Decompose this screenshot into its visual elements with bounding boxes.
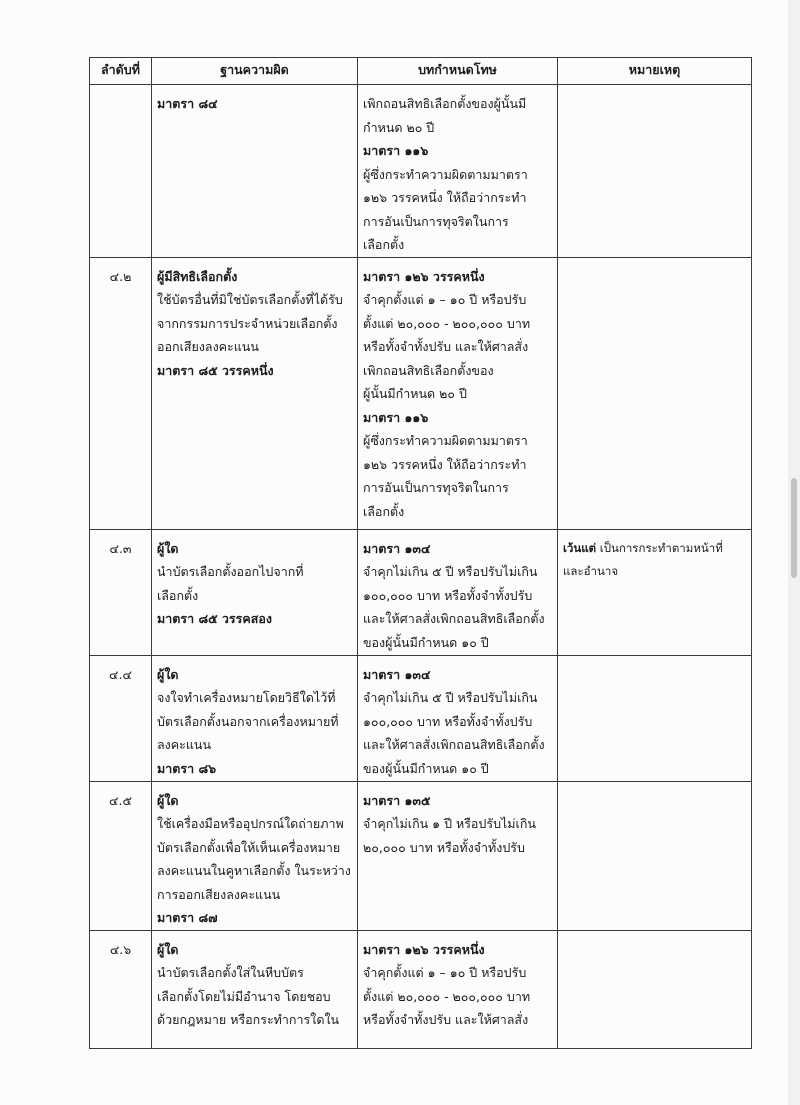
offense-line: ออกเสียงลงคะแนน: [157, 339, 259, 354]
table-row: [90, 781, 752, 930]
row-number: [95, 85, 146, 92]
penalty-line: มาตรา ๑๓๔: [363, 666, 431, 682]
penalty-line: จำคุกไม่เกิน ๕ ปี หรือปรับไม่เกิน: [363, 564, 538, 579]
offense-line: ผู้ใด: [157, 666, 179, 682]
penalty-line: มาตรา ๑๓๕: [363, 792, 431, 808]
table-row: [90, 257, 752, 529]
penalty-line: ๒๐,๐๐๐ บาท หรือทั้งจำทั้งปรับ: [363, 839, 525, 855]
offense-line: ลงคะแนน: [157, 737, 211, 752]
penalty-line: มาตรา ๑๑๖: [363, 143, 429, 158]
offense-line: ผู้มีสิทธิเลือกตั้ง: [157, 268, 238, 284]
row-number: ๔.๕: [109, 792, 132, 808]
offense-line: จงใจทำเครื่องหมายโดยวิธีใดไว้ที่: [157, 690, 336, 705]
offense-line: ใช้เครื่องมือหรืออุปกรณ์ใดถ่ายภาพ: [157, 816, 344, 831]
penalty-line: ผู้นั้นมีกำหนด ๒๐ ปี: [363, 386, 467, 401]
penalty-line: การอันเป็นการทุจริตในการ: [363, 480, 509, 495]
penalty-line: เลือกตั้ง: [363, 237, 405, 252]
cell-offense: [152, 529, 358, 655]
cell-penalty: [358, 930, 558, 1048]
note-line: [563, 530, 746, 561]
header-penalty: บทกำหนดโทษ: [358, 58, 558, 85]
penalty-line: ตั้งแต่ ๒๐,๐๐๐ - ๒๐๐,๐๐๐ บาท: [363, 988, 531, 1004]
offense-line: จากกรรมการประจำหน่วยเลือกตั้ง: [157, 315, 338, 331]
offense-line: เลือกตั้ง: [157, 587, 199, 603]
note-text: เป็นการกระทำตามหน้าที่: [596, 540, 723, 555]
cell-offense: [152, 781, 358, 930]
note-text: และอำนาจ: [563, 564, 619, 578]
row-number: ๔.๒: [109, 268, 132, 284]
offense-line: ลงคะแนนในคูหาเลือกตั้ง ในระหว่าง: [157, 863, 351, 878]
row-number: ๔.๔: [109, 666, 132, 682]
scrollbar-track[interactable]: [788, 0, 800, 1105]
penalty-line: กำหนด ๒๐ ปี: [363, 119, 435, 135]
penalty-line: ของผู้นั้นมีกำหนด ๑๐ ปี: [363, 760, 489, 776]
cell-penalty: [358, 655, 558, 781]
penalty-line: ตั้งแต่ ๒๐,๐๐๐ - ๒๐๐,๐๐๐ บาท: [363, 315, 531, 331]
penalty-line: หรือทั้งจำทั้งปรับ และให้ศาลสั่ง: [363, 339, 529, 354]
cell-no: [90, 257, 152, 529]
cell-note: [558, 85, 752, 258]
cell-offense: [152, 85, 358, 258]
offense-line: การออกเสียงลงคะแนน: [157, 886, 281, 902]
table-row: [90, 930, 752, 1048]
cell-penalty: [358, 781, 558, 930]
penalty-line: เพิกถอนสิทธิเลือกตั้งของ: [363, 362, 494, 378]
penalty-line: ผู้ซึ่งกระทำความผิดตามมาตรา: [363, 166, 528, 182]
cell-note: [558, 930, 752, 1048]
cell-offense: [152, 257, 358, 529]
cell-offense: [152, 655, 358, 781]
penalty-line: เพิกถอนสิทธิเลือกตั้งของผู้นั้นมี: [363, 96, 527, 111]
offense-line: ผู้ใด: [157, 792, 179, 808]
penalty-line: มาตรา ๑๒๖ วรรคหนึ่ง: [363, 941, 485, 957]
cell-penalty: [358, 85, 558, 258]
penalty-line: การอันเป็นการทุจริตในการ: [363, 213, 509, 229]
table-row: [90, 655, 752, 781]
cell-note: [558, 781, 752, 930]
note-line: [563, 560, 746, 584]
offense-line: บัตรเลือกตั้งนอกจากเครื่องหมายที่: [157, 713, 339, 729]
penalty-line: จำคุกไม่เกิน ๕ ปี หรือปรับไม่เกิน: [363, 690, 538, 705]
penalty-line: เลือกตั้ง: [363, 503, 405, 519]
cell-note: [558, 655, 752, 781]
offense-line: ผู้ใด: [157, 540, 179, 556]
cell-penalty: [358, 529, 558, 655]
penalty-line: มาตรา ๑๒๖ วรรคหนึ่ง: [363, 268, 485, 284]
penalty-line: ของผู้นั้นมีกำหนด ๑๐ ปี: [363, 634, 489, 650]
penalty-line: ๑๐๐,๐๐๐ บาท หรือทั้งจำทั้งปรับ: [363, 713, 533, 729]
cell-note: [558, 257, 752, 529]
cell-penalty: [358, 257, 558, 529]
cell-no: [90, 655, 152, 781]
note-lead: เว้นแต่: [563, 540, 597, 555]
penalty-line: จำคุกไม่เกิน ๑ ปี หรือปรับไม่เกิน: [363, 816, 536, 831]
penalty-line: มาตรา ๑๑๖: [363, 409, 429, 425]
penalty-line: จำคุกตั้งแต่ ๑ – ๑๐ ปี หรือปรับ: [363, 292, 527, 307]
header-note: หมายเหตุ: [558, 58, 752, 85]
cell-no: [90, 85, 152, 258]
offense-line: มาตรา ๘๗: [157, 910, 218, 925]
offense-line: มาตรา ๘๖: [157, 760, 217, 776]
cell-offense: [152, 930, 358, 1048]
table-header-row: [90, 58, 752, 85]
offense-line: ใช้บัตรอื่นที่มิใช่บัตรเลือกตั้งที่ได้รับ: [157, 292, 343, 307]
scrollbar-thumb[interactable]: [791, 478, 797, 578]
penalty-line: และให้ศาลสั่งเพิกถอนสิทธิเลือกตั้ง: [363, 737, 545, 752]
table-row: [90, 85, 752, 258]
offense-line: ด้วยกฎหมาย หรือกระทำการใดใน: [157, 1012, 340, 1027]
penalty-line: และให้ศาลสั่งเพิกถอนสิทธิเลือกตั้ง: [363, 611, 545, 626]
offense-line: นำบัตรเลือกตั้งออกไปจากที่: [157, 564, 304, 579]
offense-line: ผู้ใด: [157, 941, 179, 957]
cell-no: [90, 529, 152, 655]
offense-line: เลือกตั้งโดยไม่มีอำนาจ โดยชอบ: [157, 988, 331, 1004]
penalty-line: ๑๐๐,๐๐๐ บาท หรือทั้งจำทั้งปรับ: [363, 587, 533, 603]
offense-line: มาตรา ๘๕ วรรคหนึ่ง: [157, 362, 274, 378]
cell-note: [558, 529, 752, 655]
penalty-line: มาตรา ๑๓๔: [363, 540, 431, 556]
offense-line: มาตรา ๘๕ วรรคสอง: [157, 611, 272, 626]
row-number: ๔.๖: [109, 941, 132, 957]
penalty-line: จำคุกตั้งแต่ ๑ – ๑๐ ปี หรือปรับ: [363, 965, 527, 980]
row-number: ๔.๓: [109, 540, 132, 556]
header-no: ลำดับที่: [90, 58, 152, 85]
penalty-line: ผู้ซึ่งกระทำความผิดตามมาตรา: [363, 433, 528, 448]
penalty-line: ๑๒๖ วรรคหนึ่ง ให้ถือว่ากระทำ: [363, 190, 527, 205]
header-offense: ฐานความผิด: [152, 58, 358, 85]
penalty-line: ๑๒๖ วรรคหนึ่ง ให้ถือว่ากระทำ: [363, 456, 527, 472]
offense-line: นำบัตรเลือกตั้งใส่ในหีบบัตร: [157, 965, 304, 980]
cell-no: [90, 781, 152, 930]
offense-line: บัตรเลือกตั้งเพื่อให้เห็นเครื่องหมาย: [157, 839, 341, 855]
penalty-line: หรือทั้งจำทั้งปรับ และให้ศาลสั่ง: [363, 1012, 529, 1027]
table-row: [90, 529, 752, 655]
cell-no: [90, 930, 152, 1048]
penalty-table: [89, 57, 752, 1049]
offense-line: มาตรา ๘๔: [157, 96, 218, 111]
